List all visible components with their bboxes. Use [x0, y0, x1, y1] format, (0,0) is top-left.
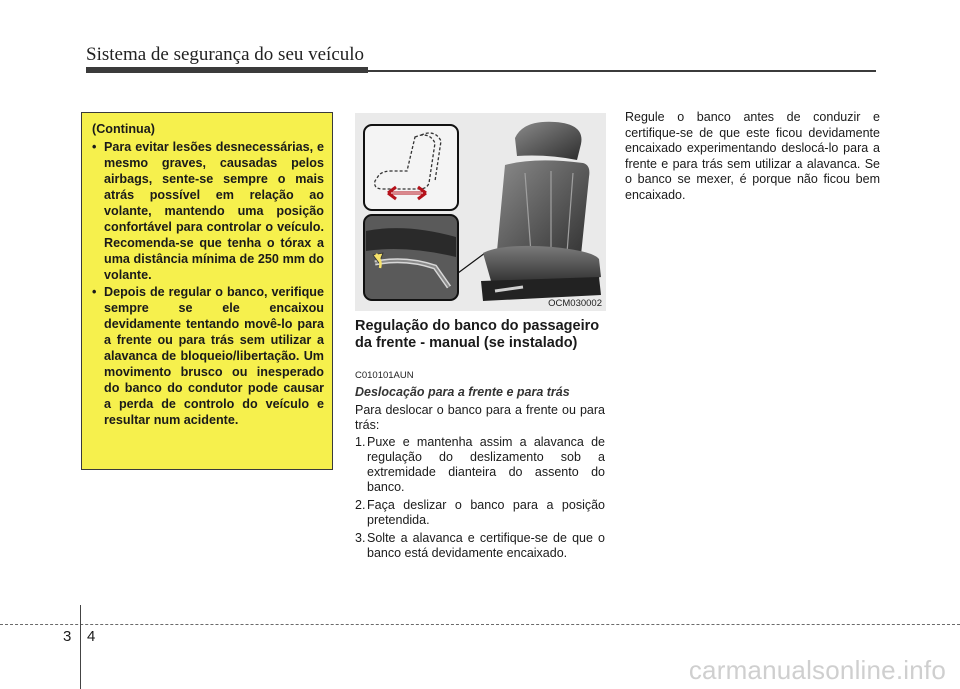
seat-figure [355, 113, 606, 311]
section-number: 3 [63, 628, 72, 645]
header-rule-thin [368, 70, 876, 72]
step-text: Puxe e mantenha assim a alavanca de regulação do deslizamento sob a extremidade dianteira do assento do banco. [367, 435, 605, 494]
right-paragraph: Regule o banco antes de conduzir e certifique-se de que este ficou devidamente encaixado experimentando deslocá-lo para a frente e para trás sem utilizar a alavanca. Se o banco se mexer, é porque não ficou bem encaixado. [625, 110, 880, 202]
step-number: 1. [355, 435, 366, 449]
footer-dashed-rule [0, 624, 960, 625]
steps-list [355, 435, 605, 564]
section-title: Regulação do banco do passageiro da frente - manual (se instalado) [355, 318, 600, 351]
page-number: 4 [87, 628, 96, 645]
step-number: 2. [355, 498, 366, 512]
section-subtitle: Deslocação para a frente e para trás [355, 385, 570, 399]
header-rule [86, 67, 368, 73]
warning-item: • Depois de regular o banco, verifique sempre se ele encaixou devidamente tentando movê-lo para a frente ou para trás sem utilizar a alavanca de bloqueio/libertação. Um movimento brusco ou inesperado do banco do condutor pode causar a perda de controlo do veículo e resultar num acidente. [92, 284, 324, 428]
step-text: Faça deslizar o banco para a posição pretendida. [367, 498, 605, 527]
warning-list [92, 139, 324, 428]
callout-line [458, 253, 485, 273]
inset-lever-diagram [364, 215, 458, 300]
step-number: 3. [355, 531, 366, 545]
page-header-title: Sistema de segurança do seu veículo [86, 44, 365, 65]
warning-continued-label: (Continua) [92, 122, 155, 136]
seat-illustration [355, 113, 606, 311]
seat-main [481, 122, 601, 301]
step-text: Solte a alavanca e certifique-se de que o banco está devidamente encaixado. [367, 531, 605, 560]
warning-item: • Para evitar lesões desnecessárias, e mesmo graves, causadas pelos airbags, sente-se sempre o mais atrás possível em relação ao volante, mantendo uma posição confortável para controlar o veículo. Recomenda-se que tenha o tórax a uma distância mínima de 250 mm do volante. [92, 139, 324, 283]
step-item [355, 531, 605, 561]
figure-code: OCM030002 [548, 298, 602, 309]
footer-divider [80, 605, 81, 689]
section-code: C010101AUN [355, 370, 414, 381]
step-item [355, 435, 605, 495]
watermark: carmanualsonline.info [688, 655, 946, 685]
section-intro: Para deslocar o banco para a frente ou para trás: [355, 403, 605, 432]
step-item [355, 498, 605, 528]
inset-seat-diagram [364, 125, 458, 210]
warning-box [81, 112, 333, 470]
